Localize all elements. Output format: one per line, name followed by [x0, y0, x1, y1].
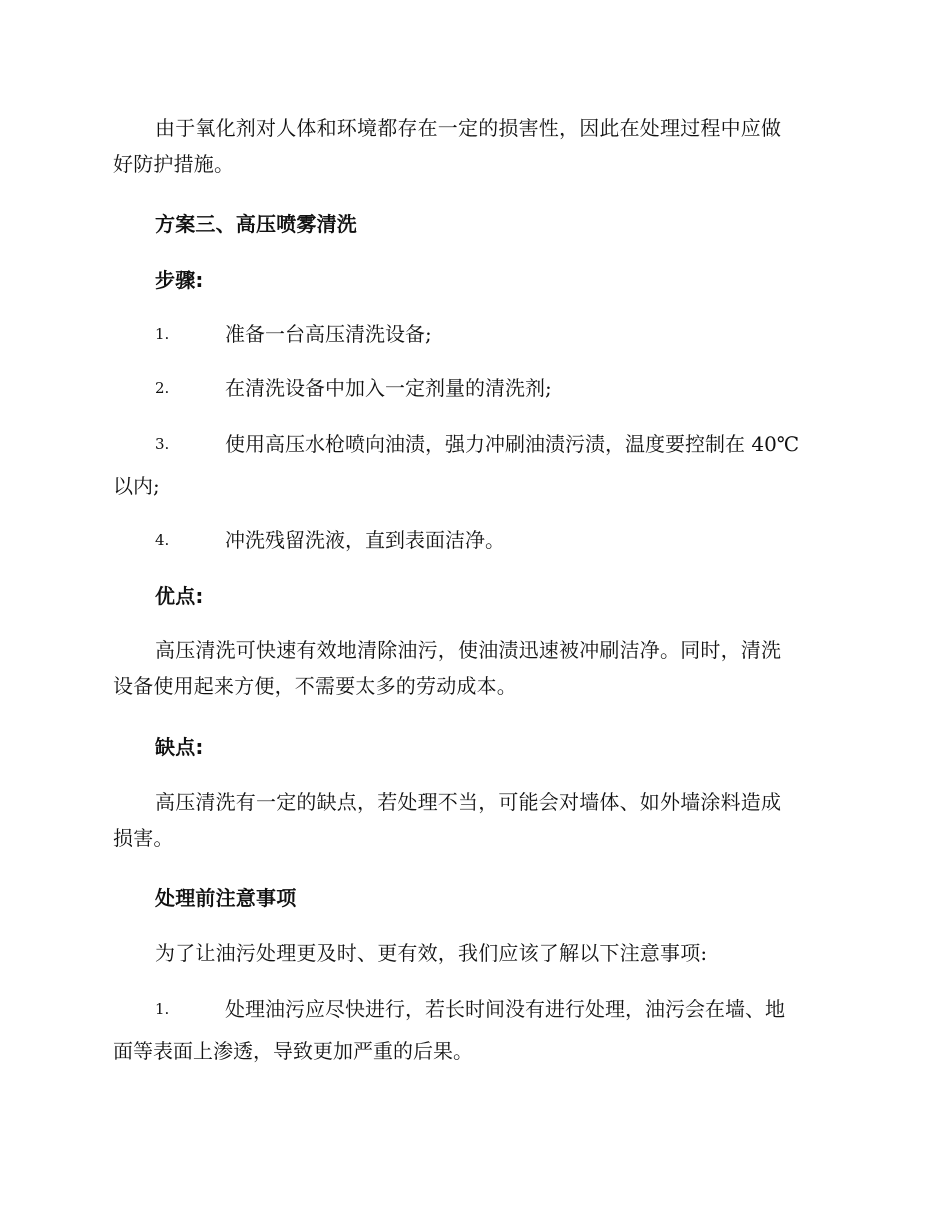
list-item: [113, 987, 833, 1071]
list-text-continued: 面等表面上渗透，导致更加严重的后果。: [113, 1039, 473, 1063]
notes-intro-line: 为了让油污处理更及时、更有效，我们应该了解以下注意事项:: [155, 941, 708, 965]
list-item: [113, 422, 833, 506]
list-number: 2.: [155, 379, 170, 397]
cons-label: 缺点:: [155, 735, 204, 759]
intro-line-2: 好防护措施。: [113, 152, 235, 176]
list-text: 准备一台高压清洗设备;: [225, 322, 432, 346]
list-number: 3.: [155, 435, 170, 453]
pros-line-2: 设备使用起来方便，不需要太多的劳动成本。: [113, 674, 517, 698]
intro-paragraph: [113, 110, 833, 182]
intro-line-1: 由于氧化剂对人体和环境都存在一定的损害性，因此在处理过程中应做: [155, 116, 782, 140]
list-text: 使用高压水枪喷向油渍，强力冲刷油渍污渍，温度要控制在 40℃: [225, 432, 800, 456]
cons-line-2: 损害。: [113, 826, 174, 850]
pros-paragraph: [113, 632, 833, 704]
list-number: 1.: [155, 325, 170, 343]
pros-line-1: 高压清洗可快速有效地清除油污，使油渍迅速被冲刷洁净。同时，清洗: [155, 638, 782, 662]
list-item: [113, 366, 833, 410]
list-item: [113, 518, 833, 562]
list-text: 冲洗残留洗液，直到表面洁净。: [225, 528, 505, 552]
cons-paragraph: [113, 784, 833, 856]
list-number: 4.: [155, 531, 170, 549]
notes-intro: [113, 935, 833, 971]
list-text: 处理油污应尽快进行，若长时间没有进行处理，油污会在墙、地: [225, 997, 785, 1021]
steps-label: 步骤:: [155, 268, 204, 292]
pros-label: 优点:: [155, 584, 204, 608]
list-item: [113, 312, 833, 356]
list-text-continued: 以内;: [113, 474, 160, 498]
list-number: 1.: [155, 1000, 170, 1018]
list-text: 在清洗设备中加入一定剂量的清洗剂;: [225, 376, 552, 400]
cons-line-1: 高压清洗有一定的缺点，若处理不当，可能会对墙体、如外墙涂料造成: [155, 790, 782, 814]
section-heading-plan3: 方案三、高压喷雾清洗: [155, 212, 357, 236]
section-heading-notes: 处理前注意事项: [155, 886, 297, 910]
